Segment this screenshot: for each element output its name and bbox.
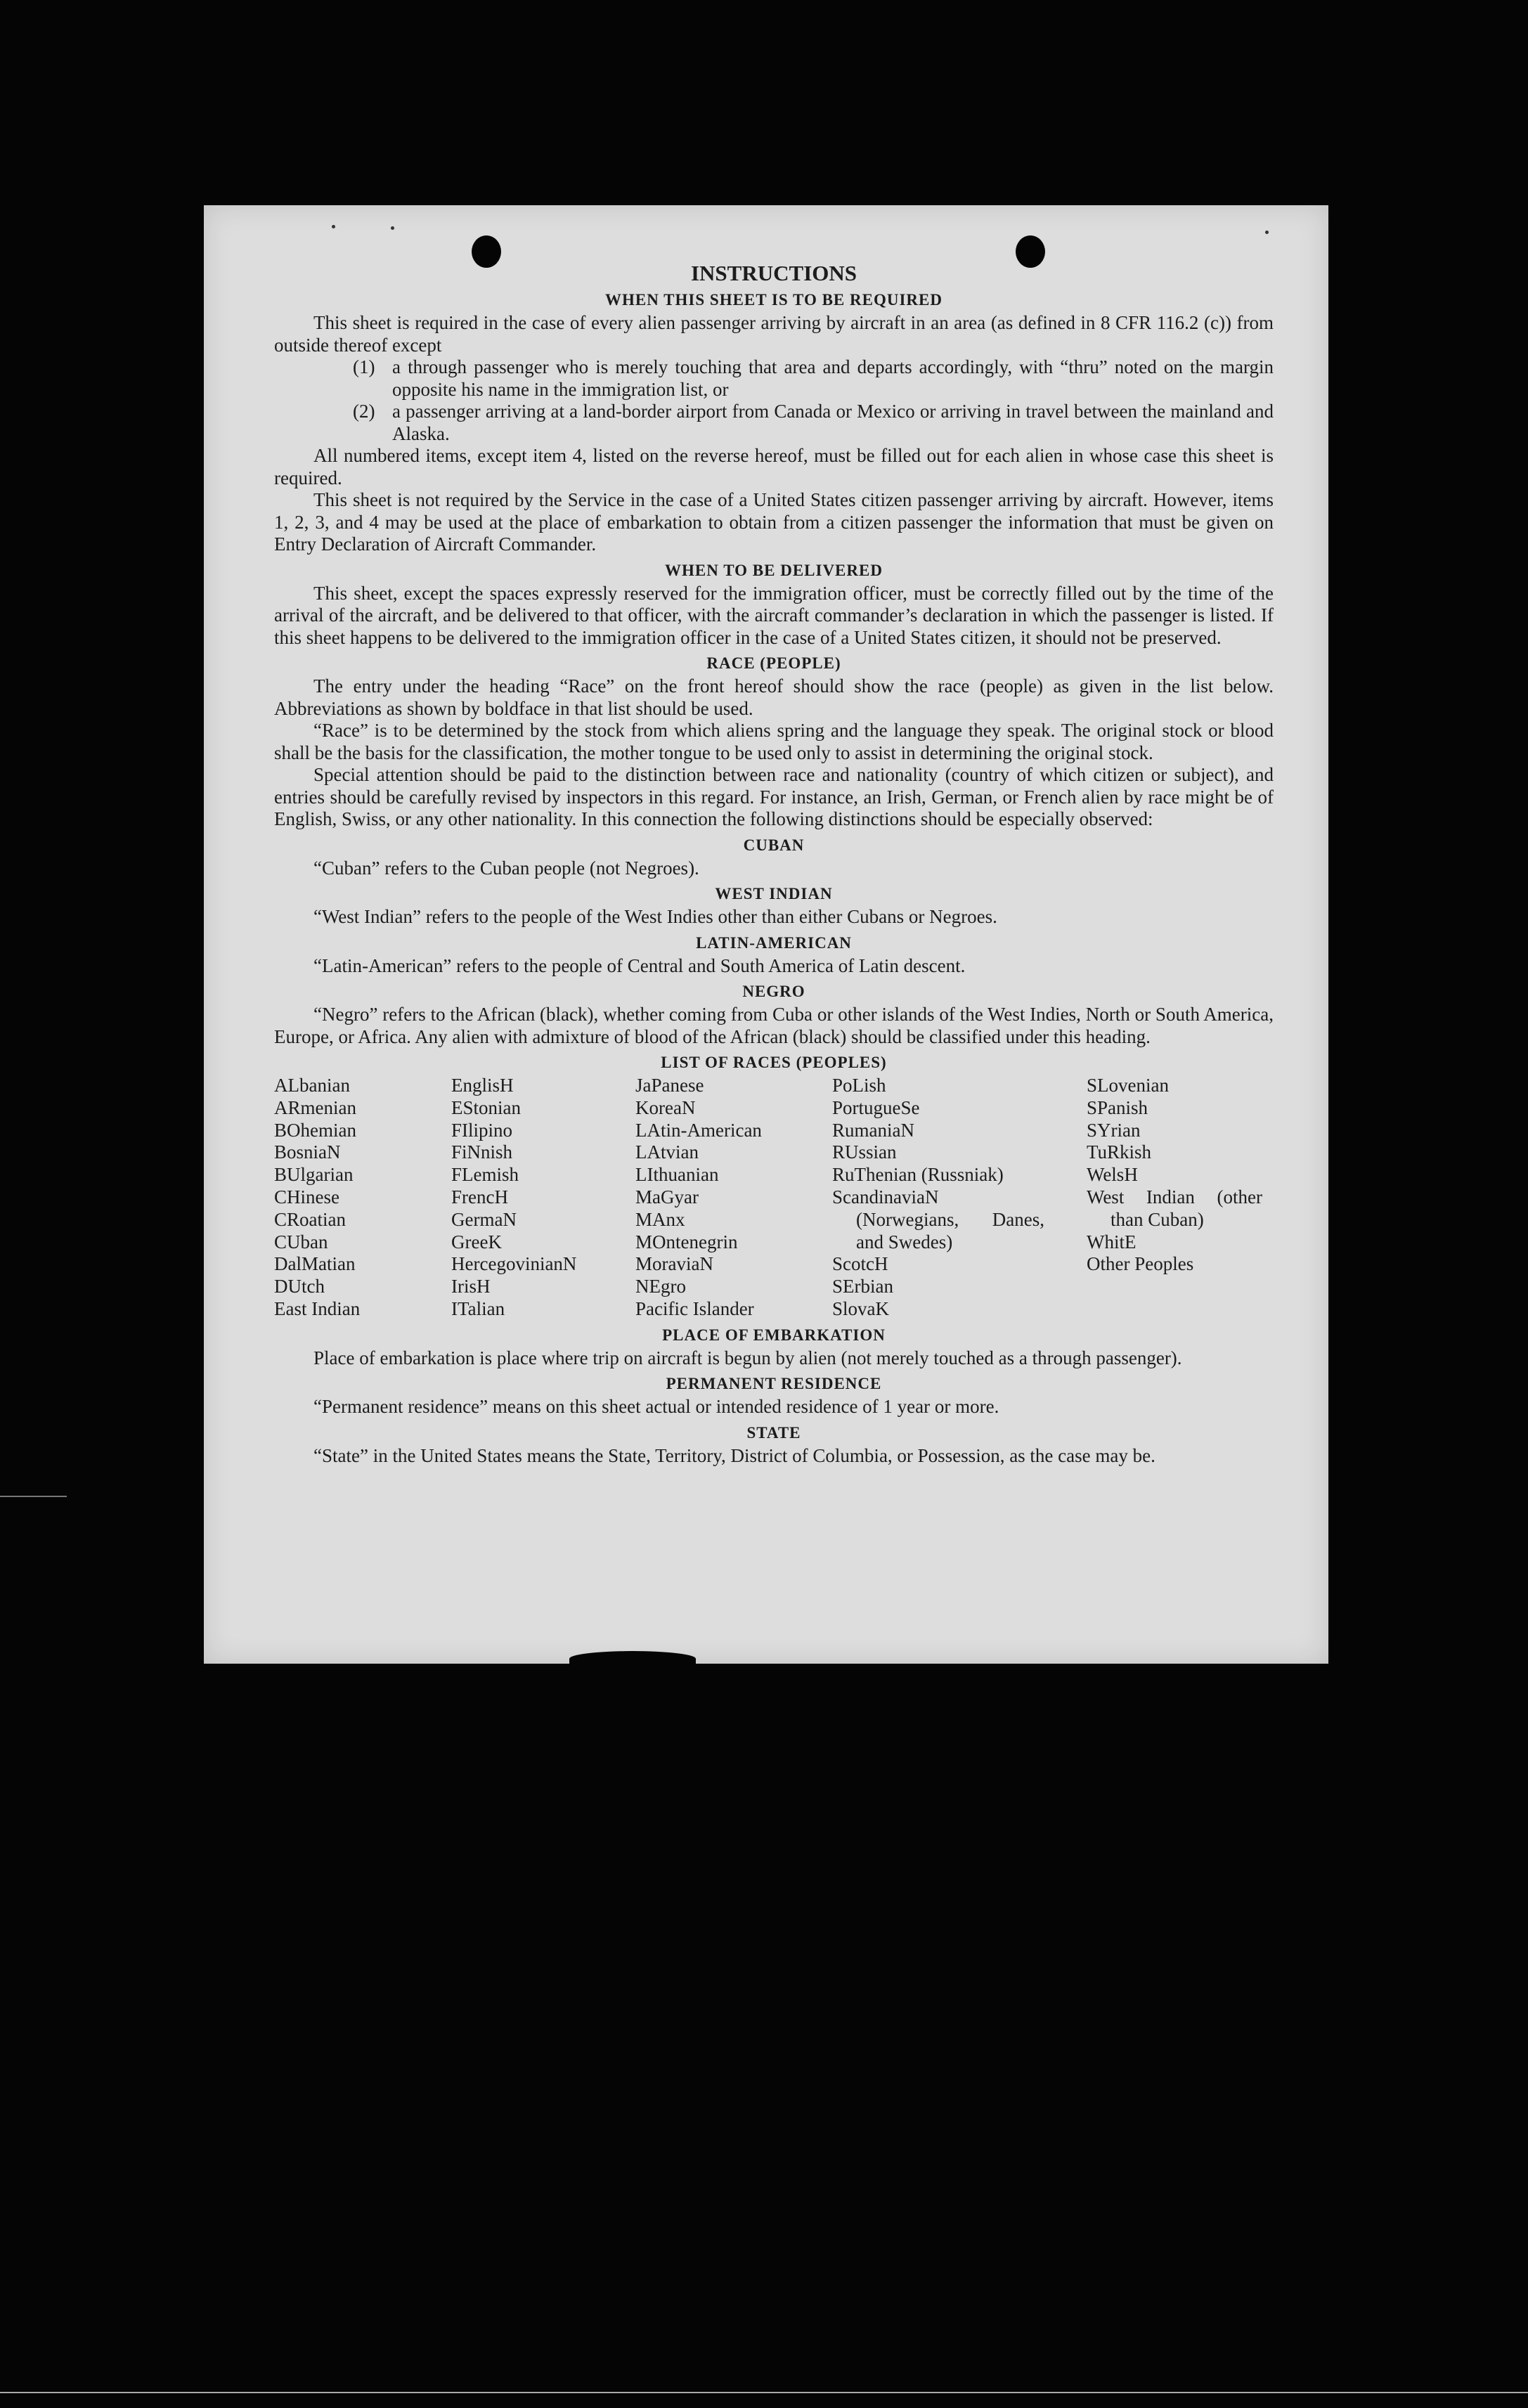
race-entry: CUban	[274, 1231, 328, 1252]
document-page	[204, 205, 1328, 1664]
race-entry: MoraviaN	[635, 1253, 713, 1275]
race-entry: RUssian	[832, 1141, 897, 1163]
race-entry: FIlipino	[451, 1119, 513, 1141]
race-entry: ITalian	[451, 1297, 505, 1319]
paragraph: Special attention should be paid to the distinction between race and nationality (country of which citizen or subject), and entries should be carefully revised by inspectors in this regard. For instance, an Irish, German, or French alien by race might be of English, Swiss, or any other nationality. In this connection the following distinctions should be especially observed:	[274, 764, 1274, 829]
torn-edge	[569, 1651, 696, 1666]
race-entry: FLemish	[451, 1164, 519, 1186]
race-entry: DUtch	[274, 1276, 325, 1297]
section-heading-permanent-residence: PERMANENT RESIDENCE	[666, 1375, 882, 1393]
race-entry: Pacific Islander	[635, 1297, 754, 1319]
paragraph: All numbered items, except item 4, listed on the reverse hereof, must be filled out for each alien in whose case this sheet is required.	[274, 445, 1274, 488]
race-entry: BOhemian	[274, 1119, 356, 1141]
race-entry: LAtvian	[635, 1141, 699, 1163]
list-item-text: a through passenger who is merely touching that area and departs accordingly, with “thru” noted on the margin opposite his name in the immigration list, or	[392, 356, 1274, 400]
page-title: INSTRUCTIONS	[690, 261, 857, 285]
list-item-number: (2)	[353, 401, 375, 422]
section-heading-race: RACE (PEOPLE)	[706, 654, 841, 672]
race-entry: EStonian	[451, 1096, 521, 1118]
race-entry: CRoatian	[274, 1208, 346, 1230]
race-entry: BosniaN	[274, 1141, 341, 1163]
race-entry: MaGyar	[635, 1186, 699, 1208]
paragraph: “West Indian” refers to the people of the West Indies other than either Cubans or Negroes.	[313, 906, 997, 927]
section-heading-when-delivered: WHEN TO BE DELIVERED	[665, 561, 883, 579]
race-entry: DalMatian	[274, 1253, 356, 1275]
race-entry: East Indian	[274, 1297, 361, 1319]
race-entry: Other Peoples	[1087, 1253, 1194, 1275]
film-edge-mark	[0, 1496, 67, 1497]
race-entry: GermaN	[451, 1208, 517, 1230]
paragraph: The entry under the heading “Race” on the front hereof should show the race (people) as given in the list below. Abbreviations as shown by boldface in that list should be used.	[274, 675, 1274, 719]
race-entry: SYrian	[1087, 1119, 1141, 1141]
race-entry: PortugueSe	[832, 1096, 920, 1118]
race-entry: LIthuanian	[635, 1164, 719, 1186]
races-table	[274, 1075, 1274, 1321]
races-column	[451, 1075, 635, 1321]
race-entry: NEgro	[635, 1276, 686, 1297]
races-column	[274, 1075, 451, 1321]
race-entry: RumaniaN	[832, 1119, 914, 1141]
paragraph: “Latin-American” refers to the people of Central and South America of Latin descent.	[313, 954, 966, 976]
paragraph: This sheet, except the spaces expressly reserved for the immigration officer, must be correctly filled out by the time of the arrival of the aircraft, and be delivered to that officer, with the aircraft commander’s declaration in which the passenger is listed. If this sheet happens to be delivered to the immigration officer in the case of a United States citizen, it should not be preserved.	[274, 582, 1274, 648]
race-entry: SLovenian	[1087, 1075, 1169, 1096]
race-entry: RuThenian (Russniak)	[832, 1164, 1004, 1186]
race-entry: GreeK	[451, 1231, 502, 1252]
race-entry: ScotcH	[832, 1253, 888, 1275]
race-entry: FrencH	[451, 1186, 508, 1208]
race-entry: SErbian	[832, 1276, 893, 1297]
race-entry: FiNnish	[451, 1141, 513, 1163]
list-item	[274, 401, 1274, 445]
section-heading-cuban: CUBAN	[743, 836, 805, 854]
race-entry: SlovaK	[832, 1297, 889, 1319]
race-entry: LAtin-American	[635, 1119, 762, 1141]
section-heading-list-of-races: LIST OF RACES (PEOPLES)	[661, 1054, 887, 1071]
list-item-number: (1)	[353, 356, 375, 377]
race-entry: WelsH	[1087, 1164, 1138, 1186]
paragraph: “Cuban” refers to the Cuban people (not Negroes).	[313, 857, 699, 879]
paragraph: This sheet is not required by the Service in the case of a United States citizen passenger arriving by aircraft. However, items 1, 2, 3, and 4 may be used at the place of embarkation to obtain from a citizen passenger the information that must be given on Entry Declaration of Aircraft Commander.	[274, 489, 1274, 555]
race-entry: CHinese	[274, 1186, 339, 1208]
races-column	[1087, 1075, 1262, 1321]
section-heading-negro: NEGRO	[742, 983, 805, 1000]
race-entry: EnglisH	[451, 1075, 514, 1096]
race-entry: ARmenian	[274, 1096, 356, 1118]
speck-mark	[391, 226, 394, 230]
list-item-text: a passenger arriving at a land-border airport from Canada or Mexico or arriving in travel between the mainland and Alaska.	[392, 401, 1274, 444]
list-item	[274, 356, 1274, 401]
paragraph: “Permanent residence” means on this sheet actual or intended residence of 1 year or more.	[313, 1396, 999, 1418]
punch-hole-left	[472, 235, 501, 268]
film-bottom-line	[0, 2392, 1528, 2393]
speck-mark	[332, 225, 335, 228]
race-entry: ALbanian	[274, 1075, 350, 1096]
paragraph: This sheet is required in the case of every alien passenger arriving by aircraft in an area (as defined in 8 CFR 116.2 (c)) from outside thereof except	[274, 312, 1274, 356]
race-entry: West Indian (other than Cuban)	[1087, 1186, 1262, 1230]
punch-hole-right	[1016, 235, 1045, 268]
race-entry: MOntenegrin	[635, 1231, 738, 1252]
section-heading-when-required: WHEN THIS SHEET IS TO BE REQUIRED	[605, 291, 943, 309]
section-heading-state: STATE	[746, 1423, 801, 1442]
section-heading-latin-american: LATIN-AMERICAN	[696, 933, 852, 952]
speck-mark	[1265, 231, 1269, 234]
races-column	[635, 1075, 832, 1321]
paragraph: “State” in the United States means the State, Territory, District of Columbia, or Possession, as the case may be.	[313, 1444, 1155, 1466]
race-entry: JaPanese	[635, 1075, 704, 1096]
paragraph: “Negro” refers to the African (black), whether coming from Cuba or other islands of the West Indies, North or South America, Europe, or Africa. Any alien with admixture of blood of the African (black) should be classified under this heading.	[274, 1004, 1274, 1047]
races-column	[832, 1075, 1087, 1321]
race-entry: BUlgarian	[274, 1164, 354, 1186]
race-entry: IrisH	[451, 1276, 491, 1297]
exception-list	[274, 356, 1274, 445]
paragraph: Place of embarkation is place where trip on aircraft is begun by alien (not merely touched as a through passenger).	[313, 1347, 1182, 1368]
section-heading-place-of-embarkation: PLACE OF EMBARKATION	[662, 1326, 886, 1344]
section-heading-west-indian: WEST INDIAN	[715, 885, 833, 902]
race-entry: WhitE	[1087, 1231, 1137, 1252]
race-entry: MAnx	[635, 1208, 685, 1230]
race-entry: ScandinaviaN (Norwegians, Danes, and Swedes)	[832, 1186, 1044, 1252]
paragraph: “Race” is to be determined by the stock from which aliens spring and the language they speak. The original stock or blood shall be the basis for the classification, the mother tongue to be used only to assist in determining the original stock.	[274, 720, 1274, 763]
race-entry: TuRkish	[1087, 1141, 1152, 1163]
race-entry: HercegovinianN	[451, 1253, 577, 1275]
race-entry: PoLish	[832, 1075, 886, 1096]
race-entry: KoreaN	[635, 1096, 696, 1118]
race-entry: SPanish	[1087, 1096, 1148, 1118]
